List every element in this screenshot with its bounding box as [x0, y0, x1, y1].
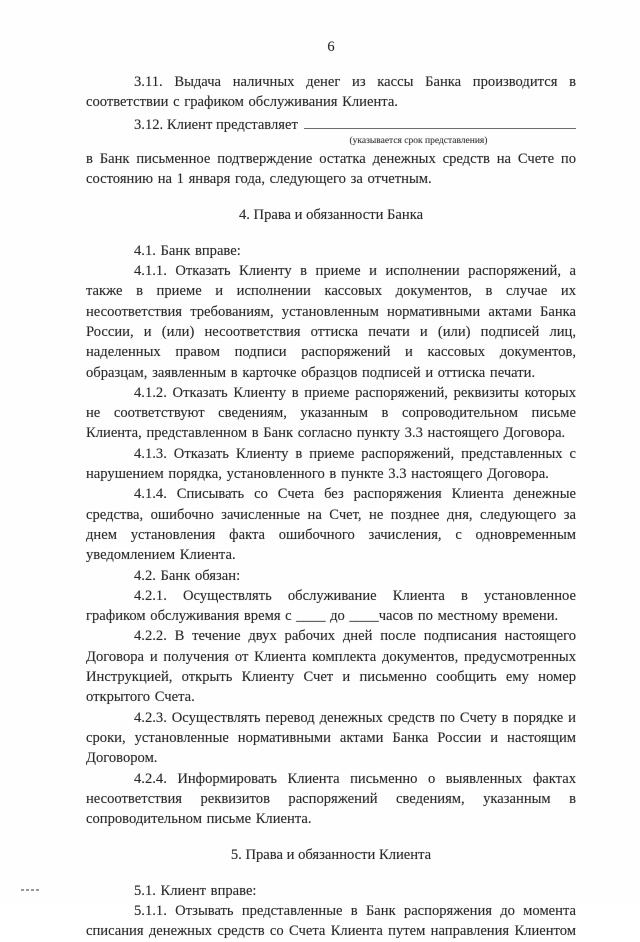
clause-4-2-3: 4.2.3. Осуществлять перевод денежных средств по Счету в порядке и сроки, установленные нормативными актами Банка России и настоящим Договором. — [86, 709, 576, 767]
clause-4-2: 4.2. Банк обязан: — [134, 567, 241, 584]
clause-4-1: 4.1. Банк вправе: — [134, 242, 241, 259]
clause-4-2-1: 4.2.1. Осуществлять обслуживание Клиента в установленное графиком обслуживания время с ____ до ____часов по местному времени. — [86, 587, 576, 625]
page-number: 6 — [327, 39, 335, 55]
clause-4-2-4: 4.2.4. Информировать Клиента письменно о выявленных фактах несоответствия реквизитов распоряжений сведениям, указанным в сопроводительном письме Клиента. — [86, 770, 576, 828]
clause-3-12 — [86, 113, 576, 135]
clause-4-1-4: 4.1.4. Списывать со Счета без распоряжения Клиента денежные средства, ошибочно зачисленные на Счет, не позднее дня, следующего за днем установления факта ошибочного зачисления, с одновременным уведомлением Клиента. — [86, 486, 576, 564]
clause-3-11: 3.11. Выдача наличных денег из кассы Банка производится в соответствии с графиком обслуживания Клиента. — [86, 74, 576, 111]
clause-3-12-lead: 3.12. Клиент представляет — [134, 116, 298, 133]
fill-in-blank-line — [304, 113, 576, 129]
clause-4-2-2: 4.2.2. В течение двух рабочих дней после подписания настоящего Договора и получения от Клиента комплекта документов, предусмотренных Инструкцией, открыть Клиенту Счет и письменно сообщить ему номер открытого Счета. — [86, 628, 576, 706]
scan-artifact — [21, 889, 41, 891]
section-5-heading: 5. Права и обязанности Клиента — [230, 847, 432, 864]
clause-4-1-1: 4.1.1. Отказать Клиенту в приеме и исполнении распоряжений, а также в приеме и исполнении кассовых документов, в случае их несоответствия требованиям, установленным нормативными актами Банка России, и (или) несоответствия оттиска печати и (или) подписей лиц, наделенных правом подписи распоряжений и кассовых документов, образцам, заявленным в карточке образцов подписей и оттиска печати. — [86, 263, 576, 381]
clause-3-12-continuation: в Банк письменное подтверждение остатка денежных средств на Счете по состоянию на 1 января года, следующего за отчетным. — [86, 150, 576, 188]
clause-4-1-3: 4.1.3. Отказать Клиенту в приеме распоряжений, представленных с нарушением порядка, установленного в пункте 3.3 настоящего Договора. — [86, 445, 576, 483]
section-4-heading: 4. Права и обязанности Банка — [238, 207, 424, 224]
clause-5-1-1: 5.1.1. Отзывать представленные в Банк распоряжения до момента списания денежных средств со Счета Клиента путем направления Клиентом — [86, 902, 576, 940]
clause-4-1-2: 4.1.2. Отказать Клиенту в приеме распоряжений, реквизиты которых не соответствуют сведениям, указанным в сопроводительном письме Клиента, представленном в Банк согласно пункту 3.3 настоящего Договора. — [86, 384, 576, 442]
blank-caption: (указывается срок представления) — [349, 135, 488, 146]
clause-5-1: 5.1. Клиент вправе: — [134, 882, 257, 899]
